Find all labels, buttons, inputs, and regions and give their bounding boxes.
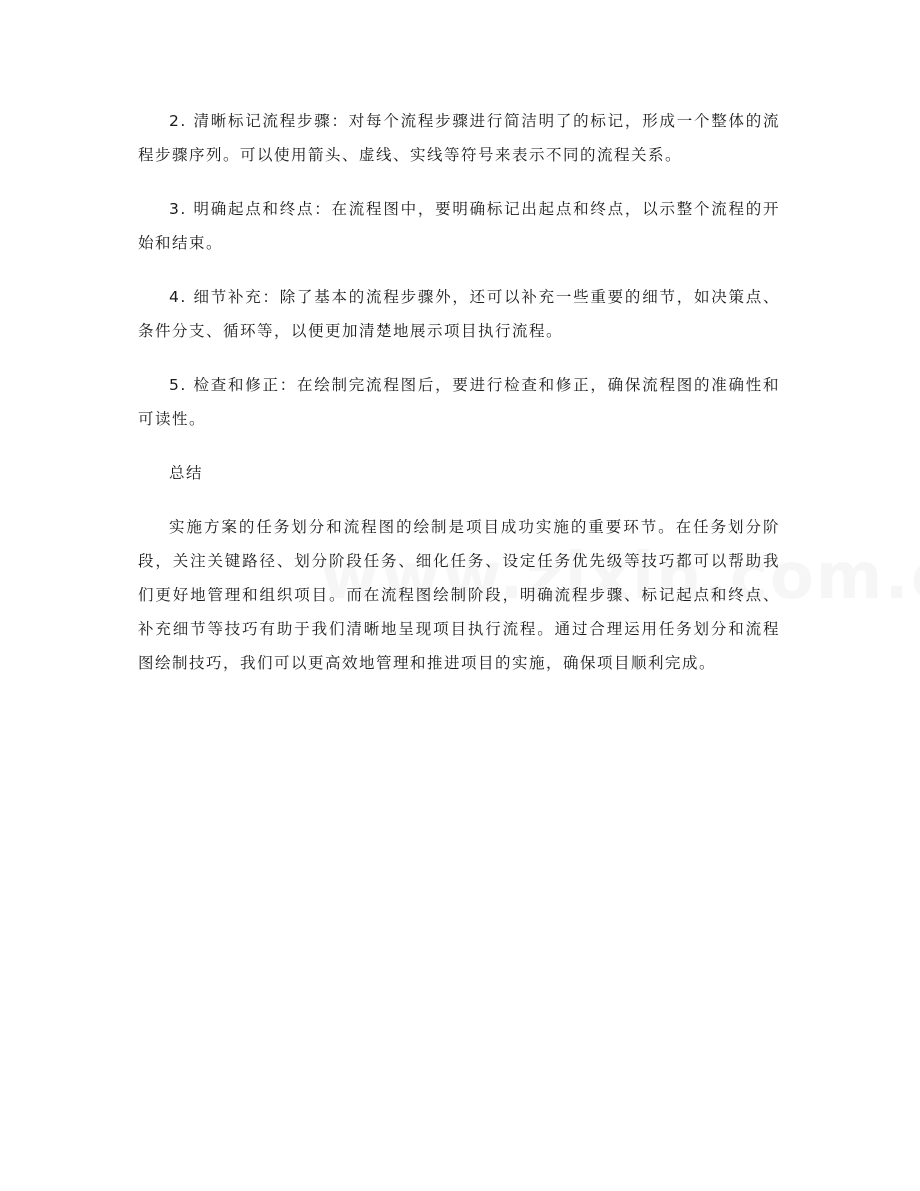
paragraph-step-3: 3. 明确起点和终点：在流程图中，要明确标记出起点和终点，以示整个流程的开始和结束。 — [138, 200, 780, 252]
paragraph-step-2: 2. 清晰标记流程步骤：对每个流程步骤进行简洁明了的标记，形成一个整体的流程步骤序列。可以使用箭头、虚线、实线等符号来表示不同的流程关系。 — [138, 112, 780, 164]
document-body — [138, 104, 780, 700]
paragraph-step-4: 4. 细节补充：除了基本的流程步骤外，还可以补充一些重要的细节，如决策点、条件分支、循环等，以便更加清楚地展示项目执行流程。 — [138, 288, 780, 340]
summary-paragraph: 实施方案的任务划分和流程图的绘制是项目成功实施的重要环节。在任务划分阶段，关注关键路径、划分阶段任务、细化任务、设定任务优先级等技巧都可以帮助我们更好地管理和组织项目。而在流程图绘制阶段，明确流程步骤、标记起点和终点、补充细节等技巧有助于我们清晰地呈现项目执行流程。通过合理运用任务划分和流程图绘制技巧，我们可以更高效地管理和推进项目的实施，确保项目顺利完成。 — [138, 518, 780, 672]
summary-heading: 总结 — [169, 464, 204, 482]
paragraph-step-5: 5. 检查和修正：在绘制完流程图后，要进行检查和修正，确保流程图的准确性和可读性。 — [138, 376, 780, 428]
